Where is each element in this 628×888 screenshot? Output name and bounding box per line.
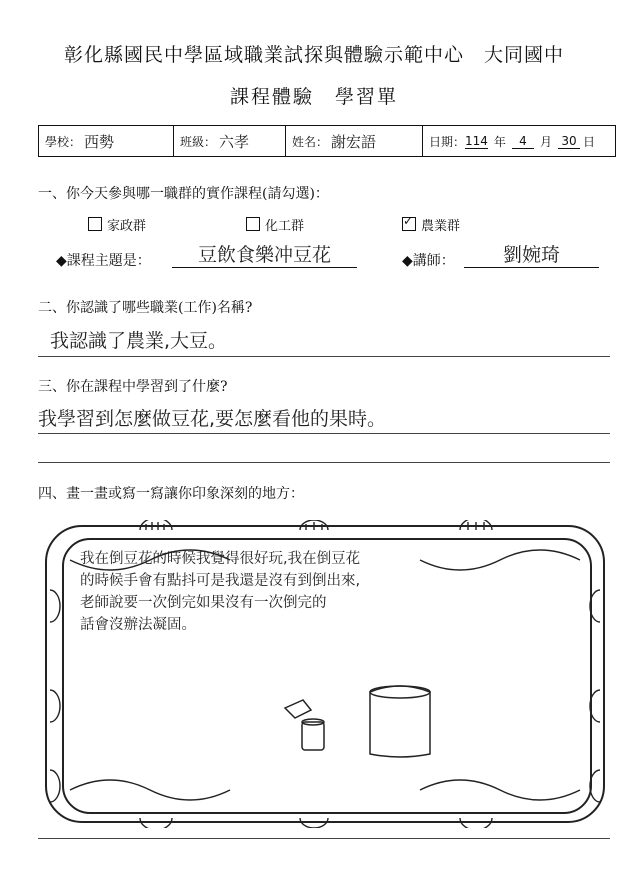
month-value: 4 bbox=[512, 134, 534, 149]
option-chemical[interactable] bbox=[246, 215, 304, 234]
option-label: 家政群 bbox=[107, 219, 147, 234]
checkbox-icon[interactable] bbox=[246, 217, 260, 231]
option-label: 化工群 bbox=[265, 219, 305, 234]
year-value: 114 bbox=[465, 133, 488, 148]
option-agriculture[interactable] bbox=[402, 215, 460, 234]
year-label: 年 bbox=[493, 134, 506, 149]
page-title: 彰化縣國民中學區域職業試探與體驗示範中心 大同國中 bbox=[63, 44, 564, 66]
drawing-text bbox=[80, 548, 530, 636]
divider bbox=[38, 356, 610, 357]
page-subtitle: 課程體驗 學習單 bbox=[229, 86, 398, 108]
name-cell bbox=[286, 126, 423, 156]
class-cell bbox=[174, 126, 286, 156]
option-home-economics[interactable] bbox=[88, 215, 146, 234]
question-4: 四、畫一畫或寫一寫讓你印象深刻的地方： bbox=[38, 486, 304, 502]
name-label: 姓名： bbox=[292, 134, 329, 149]
checked-checkbox-icon[interactable] bbox=[402, 217, 416, 231]
date-label: 日期： bbox=[429, 134, 466, 149]
answer-3: 我學習到怎麼做豆花,要怎麼看他的果時。 bbox=[38, 408, 387, 430]
question-1: 一、你今天參與哪一職群的實作課程(請勾選)： bbox=[38, 186, 329, 202]
teacher-label: ◆講師： bbox=[402, 253, 455, 269]
drawing-line: 話會沒辦法凝固。 bbox=[80, 617, 196, 633]
teacher-value-line bbox=[464, 240, 599, 268]
answer-2: 我認識了農業,大豆。 bbox=[50, 330, 228, 352]
date-cell bbox=[423, 126, 615, 156]
divider bbox=[38, 433, 610, 434]
info-table bbox=[38, 125, 616, 157]
question-3: 三、你在課程中學習到了什麼? bbox=[38, 379, 228, 395]
day-label: 日 bbox=[582, 134, 595, 149]
month-label: 月 bbox=[539, 134, 552, 149]
class-label: 班級： bbox=[180, 134, 217, 149]
school-label: 學校： bbox=[45, 134, 82, 149]
day-value: 30 bbox=[558, 134, 580, 149]
drawing-line: 老師說要一次倒完如果沒有一次倒完的 bbox=[80, 595, 327, 611]
teacher-value: 劉婉琦 bbox=[502, 244, 560, 266]
school-value: 西勢 bbox=[84, 132, 115, 151]
question-2: 二、你認識了哪些職業(工作)名稱? bbox=[38, 300, 253, 316]
checkbox-icon[interactable] bbox=[88, 217, 102, 231]
option-label: 農業群 bbox=[421, 219, 461, 234]
divider bbox=[38, 462, 610, 463]
drawing-line: 的時候手會有點抖可是我還是沒有到倒出來, bbox=[80, 573, 361, 589]
topic-value: 豆飲食樂冲豆花 bbox=[197, 244, 331, 266]
divider bbox=[38, 838, 610, 839]
topic-value-line bbox=[172, 240, 357, 268]
name-value: 謝宏語 bbox=[331, 132, 377, 151]
topic-label: ◆課程主題是： bbox=[56, 253, 151, 269]
school-cell bbox=[39, 126, 174, 156]
drawing-line: 我在倒豆花的時候我覺得很好玩,我在倒豆花 bbox=[80, 551, 361, 567]
class-value: 六孝 bbox=[219, 132, 250, 151]
